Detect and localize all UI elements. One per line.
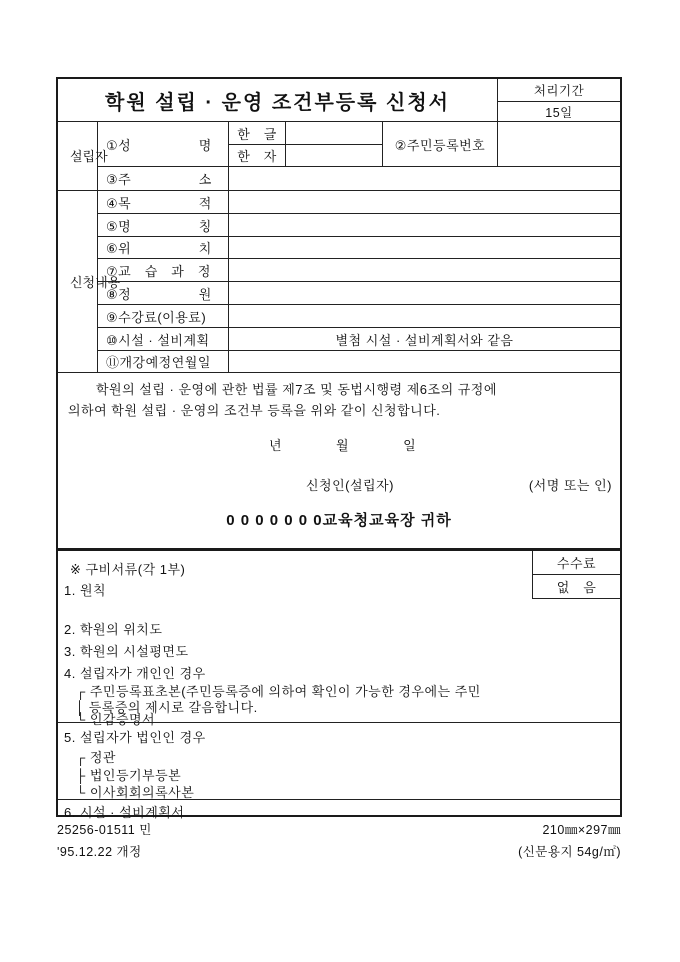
capacity-field-label: ⑧정 원 bbox=[98, 282, 229, 305]
section-divider bbox=[58, 722, 620, 723]
academy-name-field[interactable] bbox=[229, 214, 620, 237]
rrn-field-label: ②주민등록번호 bbox=[383, 122, 498, 167]
document-item: 5. 설립자가 법인인 경우 bbox=[64, 730, 206, 745]
main-form-box bbox=[56, 77, 622, 550]
document-sub-item: └ 인감증명서 bbox=[76, 712, 156, 727]
address-field-label: ③주 소 bbox=[98, 167, 229, 191]
document-item: 6. 시설 · 설비계획서 bbox=[64, 805, 185, 820]
document-item: 3. 학원의 시설평면도 bbox=[64, 644, 189, 659]
facility-plan-field[interactable]: 별첨 시설 · 설비계획서와 같음 bbox=[229, 328, 620, 351]
paper-type: (신문용지 54g/㎡) bbox=[518, 845, 621, 859]
fee-value: 없 음 bbox=[532, 575, 620, 599]
revision-date: '95.12.22 개정 bbox=[57, 845, 142, 859]
document-item: 4. 설립자가 개인인 경우 bbox=[64, 666, 206, 681]
hanja-name-field[interactable] bbox=[286, 145, 383, 167]
required-documents-box bbox=[56, 549, 622, 820]
location-field[interactable] bbox=[229, 237, 620, 259]
applicant-label: 신청인(설립자) bbox=[306, 478, 395, 493]
declaration-line-2: 의하여 학원 설립 · 운영의 조건부 등록을 위와 같이 신청합니다. bbox=[68, 403, 441, 418]
declaration-line-1: 학원의 설립 · 운영에 관한 법률 제7조 및 동법시행령 제6조의 규정에 bbox=[96, 382, 497, 397]
document-item: 2. 학원의 위치도 bbox=[64, 622, 163, 637]
rrn-field[interactable] bbox=[498, 122, 620, 167]
application-group-label: 신청내용 bbox=[58, 191, 98, 373]
processing-period-label: 처리기간 bbox=[498, 79, 620, 102]
document-sub-item: ┌ 주민등록표초본(주민등록증에 의하여 확인이 가능한 경우에는 주민 bbox=[76, 684, 481, 699]
document-sub-item: └ 이사회회의록사본 bbox=[76, 785, 195, 800]
hangul-name-field[interactable] bbox=[286, 122, 383, 145]
purpose-field[interactable] bbox=[229, 191, 620, 214]
start-date-field-label: ⑪개강예정연월일 bbox=[98, 351, 229, 373]
tuition-field[interactable] bbox=[229, 305, 620, 328]
purpose-field-label: ④목 적 bbox=[98, 191, 229, 214]
form-title: 학원 설립 · 운영 조건부등록 신청서 bbox=[58, 79, 498, 122]
academy-name-field-label: ⑤명 칭 bbox=[98, 214, 229, 237]
fee-label: 수수료 bbox=[532, 551, 620, 575]
tuition-field-label: ⑨수강료(이용료) bbox=[98, 305, 229, 328]
hanja-row-label: 한 자 bbox=[229, 145, 286, 167]
documents-note: ※ 구비서류(각 1부) bbox=[70, 562, 186, 577]
founder-group-label: 설립자 bbox=[58, 122, 98, 191]
document-sub-item: ├ 법인등기부등본 bbox=[76, 768, 182, 783]
document-item: 1. 원칙 bbox=[64, 583, 107, 598]
name-field-label: ①성 명 bbox=[98, 122, 229, 167]
signature-label: (서명 또는 인) bbox=[528, 478, 612, 493]
processing-period-value: 15일 bbox=[498, 102, 620, 122]
paper-size: 210㎜×297㎜ bbox=[542, 823, 621, 837]
curriculum-field[interactable] bbox=[229, 259, 620, 282]
start-date-field[interactable] bbox=[229, 351, 620, 373]
date-line[interactable]: 년 월 일 bbox=[269, 438, 417, 453]
document-sub-item: ┌ 정관 bbox=[76, 750, 116, 765]
document-sub-item: │ 등록증의 제시로 갈음합니다. bbox=[76, 700, 258, 715]
address-field[interactable] bbox=[229, 167, 620, 191]
addressee-line: 0 0 0 0 0 0 0교육청교육장 귀하 bbox=[226, 512, 452, 529]
form-number: 25256-01511 민 bbox=[57, 823, 152, 837]
facility-plan-field-label: ⑩시설 · 설비계획 bbox=[98, 328, 229, 351]
curriculum-field-label: ⑦교 습 과 정 bbox=[98, 259, 229, 282]
location-field-label: ⑥위 치 bbox=[98, 237, 229, 259]
section-divider bbox=[58, 799, 620, 800]
hangul-row-label: 한 글 bbox=[229, 122, 286, 145]
capacity-field[interactable] bbox=[229, 282, 620, 305]
